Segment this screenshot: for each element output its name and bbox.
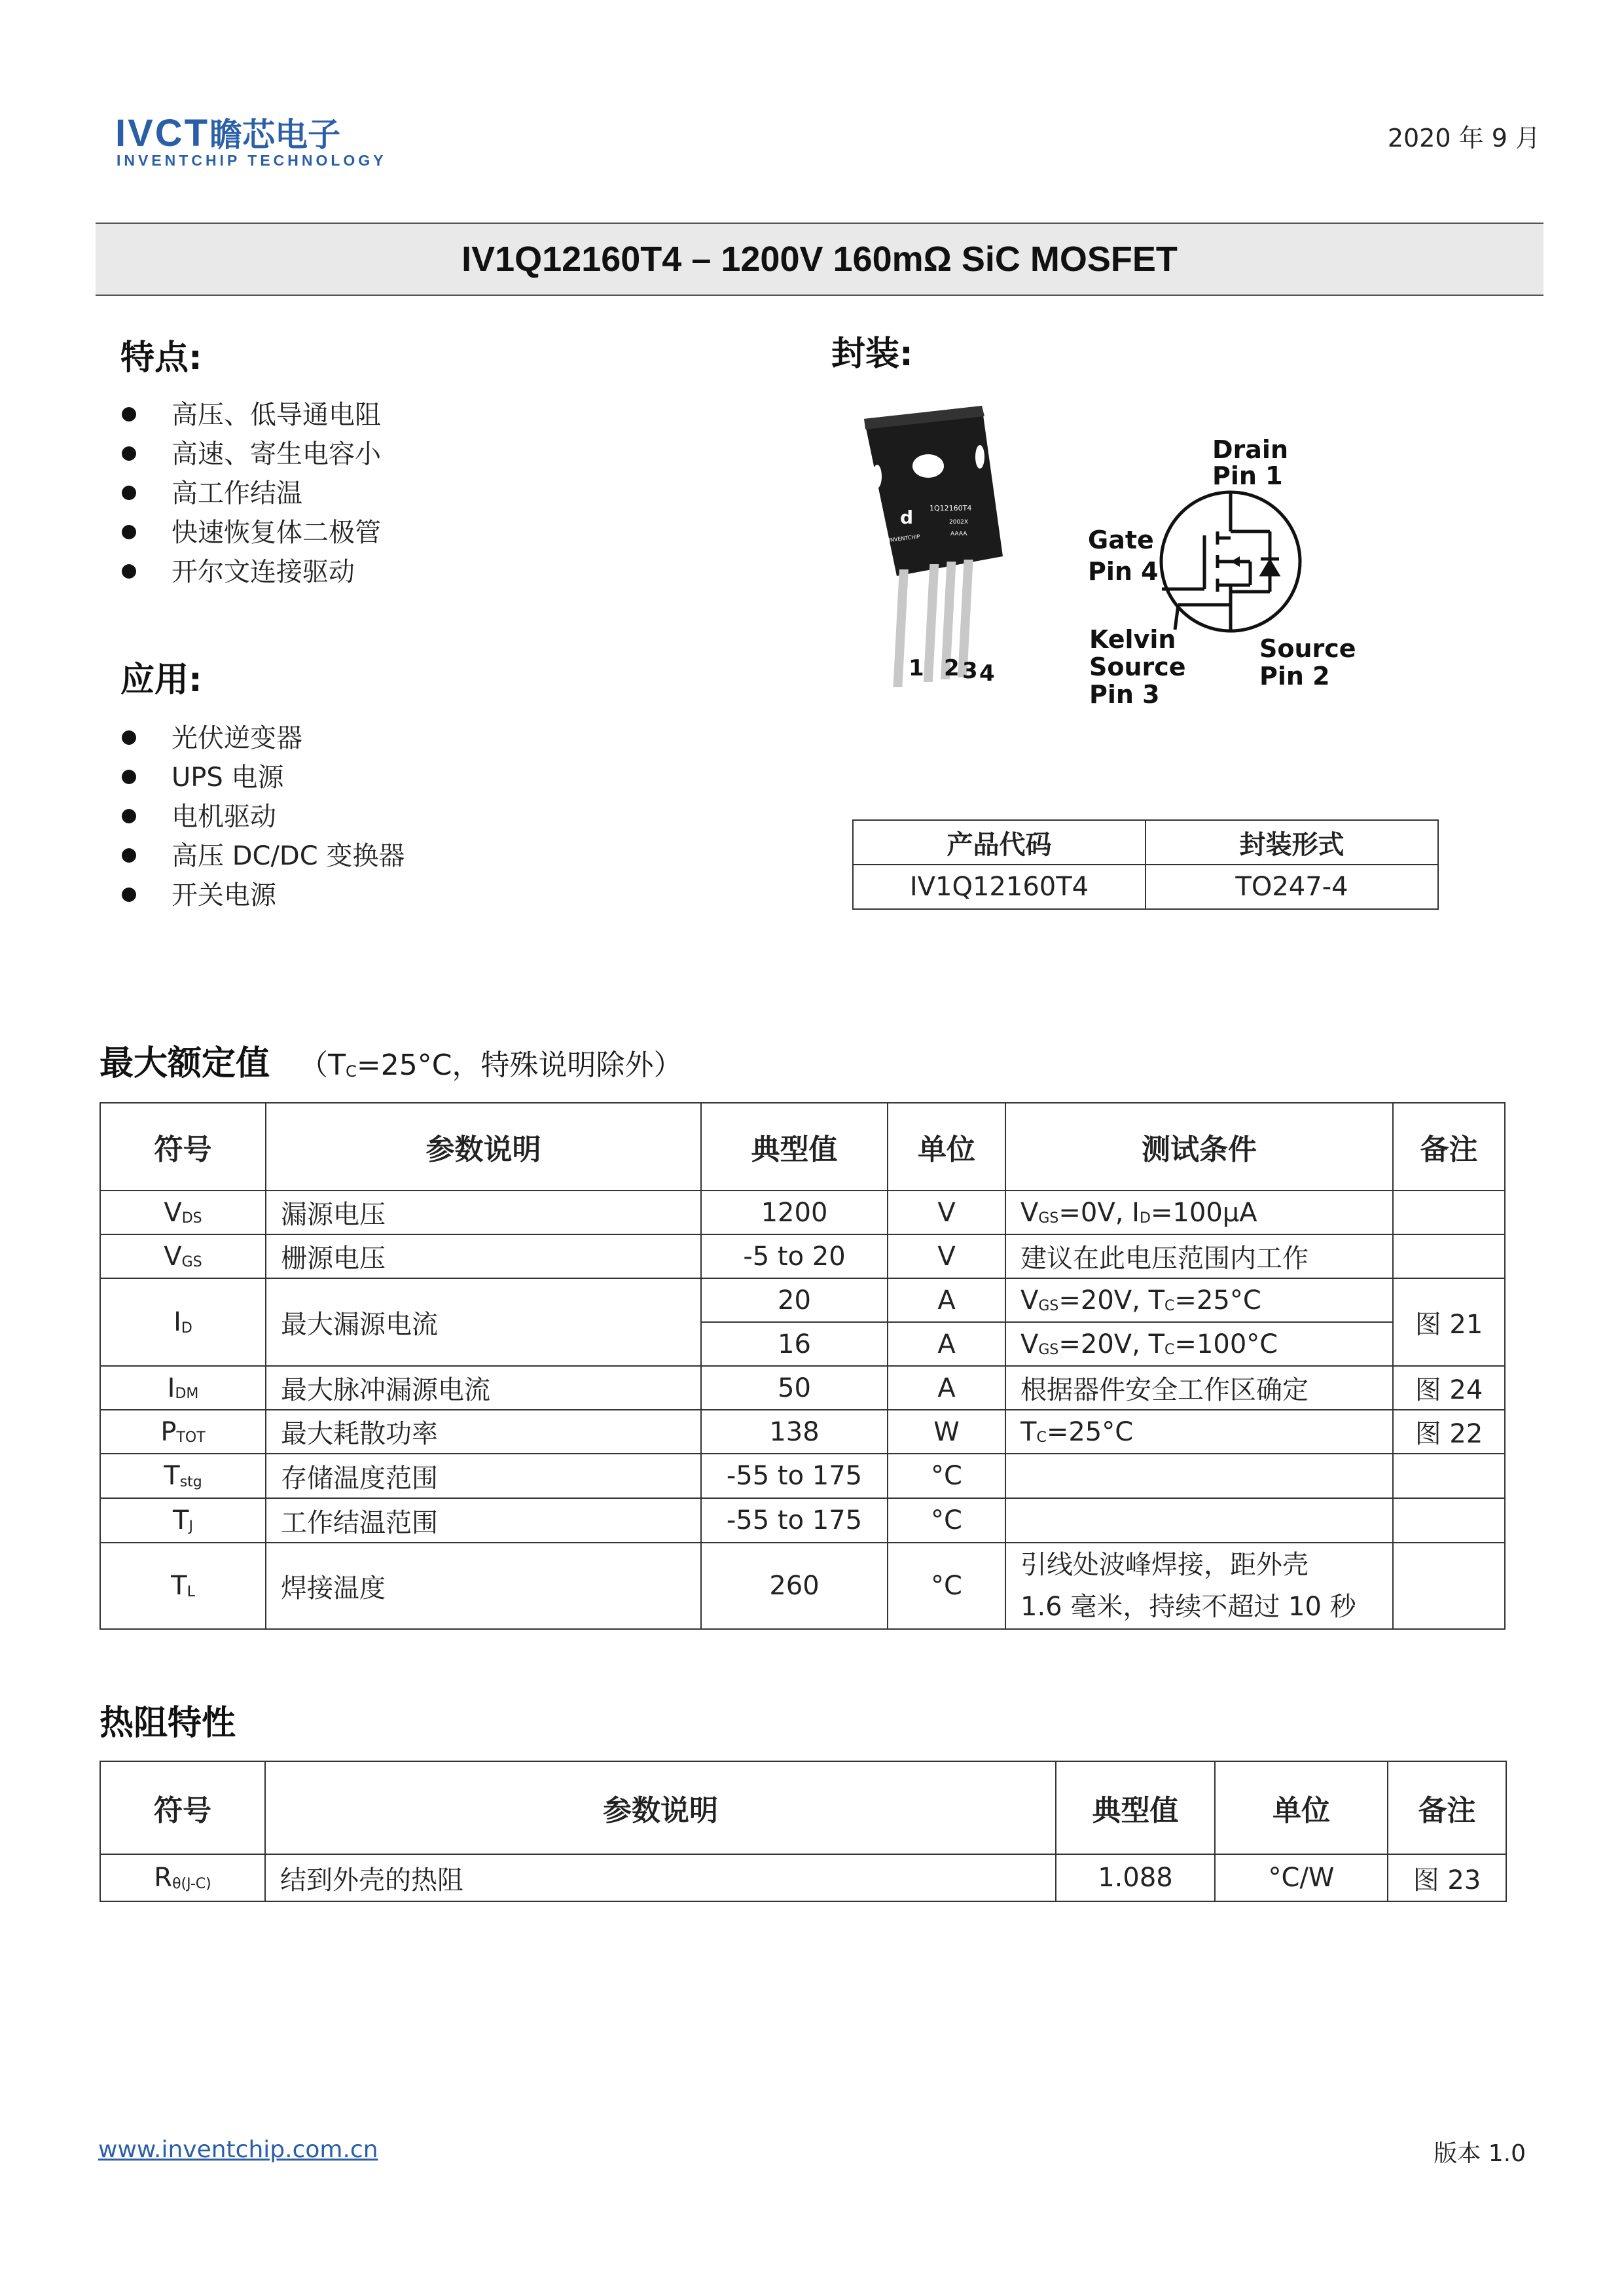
title-bar [96, 223, 1543, 296]
description-cell: 存储温度范围 [266, 1454, 701, 1498]
unit-cell: °C [888, 1543, 1005, 1629]
table-row [853, 865, 1438, 909]
list-item: 快速恢复体二极管 [115, 513, 381, 552]
logo-subtitle: INVENTCHIP TECHNOLOGY [117, 152, 387, 169]
thermal-table [99, 1761, 1507, 1902]
table-row [100, 1366, 1505, 1410]
unit-cell: A [888, 1366, 1005, 1410]
source-label: Source [1259, 634, 1356, 663]
list-item: UPS 电源 [115, 758, 405, 797]
column-header: 符号 [100, 1103, 266, 1191]
applications-list [115, 719, 405, 915]
pin-number: 1 [909, 655, 924, 681]
description-cell: 最大漏源电流 [266, 1278, 701, 1366]
website-link[interactable]: www.inventchip.com.cn [98, 2136, 378, 2163]
note-cell: 图 24 [1393, 1366, 1505, 1410]
pin-number: 3 [962, 658, 978, 684]
section-heading: 最大额定值 [99, 1044, 270, 1083]
symbol-cell: $T_L$ [100, 1543, 266, 1629]
description-cell: 最大脉冲漏源电流 [266, 1366, 701, 1410]
value-cell: 16 [701, 1322, 888, 1366]
unit-cell: V [888, 1234, 1005, 1278]
to247-chip-icon [864, 406, 1003, 687]
column-header: 备注 [1393, 1103, 1505, 1191]
symbol-cell: $I_{DM}$ [100, 1366, 266, 1410]
unit-cell: A [888, 1278, 1005, 1322]
symbol-cell: $I_D$ [100, 1278, 266, 1366]
table-row [100, 1854, 1506, 1901]
chip-marking-3: AAAA [950, 531, 967, 537]
max-ratings-table [99, 1102, 1506, 1630]
section-note: （$T_C=25^\circ C$，特殊说明除外） [299, 1049, 683, 1082]
note-cell: 图 23 [1388, 1854, 1506, 1901]
chip-marking-1: 1Q12160T4 [929, 504, 972, 512]
note-cell [1393, 1234, 1505, 1278]
symbol-cell: $P_{TOT}$ [100, 1410, 266, 1454]
value-cell: 1.088 [1056, 1854, 1215, 1901]
note-cell [1393, 1543, 1505, 1629]
table-row [100, 1410, 1505, 1454]
column-header: 参数说明 [266, 1103, 701, 1191]
condition-cell: $V_{GS}=20V$, $T_C=100^\circ C$ [1005, 1322, 1393, 1366]
unit-cell: A [888, 1322, 1005, 1366]
list-item: 高压 DC/DC 变换器 [115, 836, 405, 876]
table-row [100, 1234, 1505, 1278]
condition-cell: 建议在此电压范围内工作 [1005, 1234, 1393, 1278]
package-illustration [851, 393, 1388, 733]
description-cell: 漏源电压 [266, 1191, 701, 1234]
column-header: 符号 [100, 1761, 265, 1854]
note-cell [1393, 1498, 1505, 1543]
note-cell [1393, 1191, 1505, 1234]
table-row [100, 1454, 1505, 1498]
list-item: 开关电源 [115, 876, 405, 915]
table-row [100, 1278, 1505, 1322]
description-cell: 焊接温度 [266, 1543, 701, 1629]
features-list [115, 395, 381, 592]
drain-pin-label: Pin 1 [1212, 461, 1283, 490]
max-ratings-title [99, 1035, 682, 1085]
table-row [100, 1543, 1505, 1629]
gate-pin-label: Pin 4 [1088, 557, 1159, 586]
features-heading: 特点: [120, 338, 202, 378]
list-item: 高压、低导通电阻 [115, 395, 381, 435]
svg-text:d: d [900, 507, 914, 528]
condition-cell: 引线处波峰焊接，距外壳 1.6 毫米，持续不超过 10 秒 [1005, 1543, 1393, 1629]
symbol-cell: $T_{stg}$ [100, 1454, 266, 1498]
unit-cell: °C/W [1215, 1854, 1388, 1901]
value-cell: 1200 [701, 1191, 888, 1234]
unit-cell: W [888, 1410, 1005, 1454]
table-cell: TO247-4 [1146, 865, 1438, 909]
list-item: 高速、寄生电容小 [115, 435, 381, 474]
condition-cell: $V_{GS}=20V$, $T_C=25^\circ C$ [1005, 1278, 1393, 1322]
kelvin-label: Kelvin [1089, 625, 1176, 654]
unit-cell: °C [888, 1454, 1005, 1498]
table-row [100, 1498, 1505, 1543]
company-logo [115, 113, 340, 156]
column-header: 封装形式 [1146, 820, 1438, 865]
logo-text: IVCT [115, 112, 210, 154]
description-cell: 工作结温范围 [266, 1498, 701, 1543]
description-cell: 结到外壳的热阻 [265, 1854, 1056, 1901]
description-cell: 最大耗散功率 [266, 1410, 701, 1454]
symbol-cell: $V_{DS}$ [100, 1191, 266, 1234]
version-label: 版本 1.0 [1434, 2140, 1526, 2167]
symbol-cell: $V_{GS}$ [100, 1234, 266, 1278]
kelvin-pin-label: Pin 3 [1089, 680, 1160, 709]
column-header: 典型值 [701, 1103, 888, 1191]
list-item: 光伏逆变器 [115, 719, 405, 758]
column-header: 产品代码 [853, 820, 1146, 865]
symbol-cell: $R_{\theta(J-C)}$ [100, 1854, 265, 1901]
condition-cell [1005, 1498, 1393, 1543]
value-cell: 20 [701, 1278, 888, 1322]
package-table [852, 819, 1439, 910]
chip-brand: INVENTCHIP [888, 533, 920, 543]
column-header: 测试条件 [1005, 1103, 1393, 1191]
description-cell: 栅源电压 [266, 1234, 701, 1278]
condition-cell [1005, 1454, 1393, 1498]
condition-cell: $V_{GS}=0V$, $I_D=100\mu A$ [1005, 1191, 1393, 1234]
pin-number: 4 [979, 660, 995, 687]
list-item: 电机驱动 [115, 797, 405, 836]
unit-cell: V [888, 1191, 1005, 1234]
column-header: 单位 [1215, 1761, 1388, 1854]
list-item: 高工作结温 [115, 474, 381, 513]
column-header: 参数说明 [265, 1761, 1056, 1854]
table-row [100, 1191, 1505, 1234]
logo-cn: 瞻芯电子 [209, 116, 341, 154]
condition-cell: $T_C=25^\circ C$ [1005, 1410, 1393, 1454]
document-date: 2020 年 9 月 [1387, 124, 1540, 152]
value-cell: 260 [701, 1543, 888, 1629]
drain-label: Drain [1212, 435, 1289, 464]
column-header: 典型值 [1056, 1761, 1215, 1854]
value-cell: 50 [701, 1366, 888, 1410]
symbol-cell: $T_J$ [100, 1498, 266, 1543]
chip-marking-2: 2002X [949, 519, 969, 526]
package-heading: 封装: [831, 334, 913, 374]
value-cell: -5 to 20 [701, 1234, 888, 1278]
condition-cell: 根据器件安全工作区确定 [1005, 1366, 1393, 1410]
value-cell: -55 to 175 [701, 1498, 888, 1543]
table-cell: IV1Q12160T4 [853, 865, 1146, 909]
note-cell: 图 21 [1393, 1278, 1505, 1366]
value-cell: 138 [701, 1410, 888, 1454]
pin-number: 2 [944, 655, 960, 681]
column-header: 单位 [888, 1103, 1005, 1191]
thermal-heading: 热阻特性 [99, 1704, 236, 1743]
source-pin-label: Pin 2 [1259, 662, 1330, 691]
note-cell: 图 22 [1393, 1410, 1505, 1454]
applications-heading: 应用: [120, 660, 202, 700]
list-item: 开尔文连接驱动 [115, 552, 381, 592]
page-title: IV1Q12160T4 – 1200V 160mΩ SiC MOSFET [461, 240, 1178, 279]
unit-cell: °C [888, 1498, 1005, 1543]
note-cell [1393, 1454, 1505, 1498]
column-header: 备注 [1388, 1761, 1506, 1854]
value-cell: -55 to 175 [701, 1454, 888, 1498]
gate-label: Gate [1088, 526, 1154, 554]
kelvin-source-label: Source [1089, 653, 1186, 681]
